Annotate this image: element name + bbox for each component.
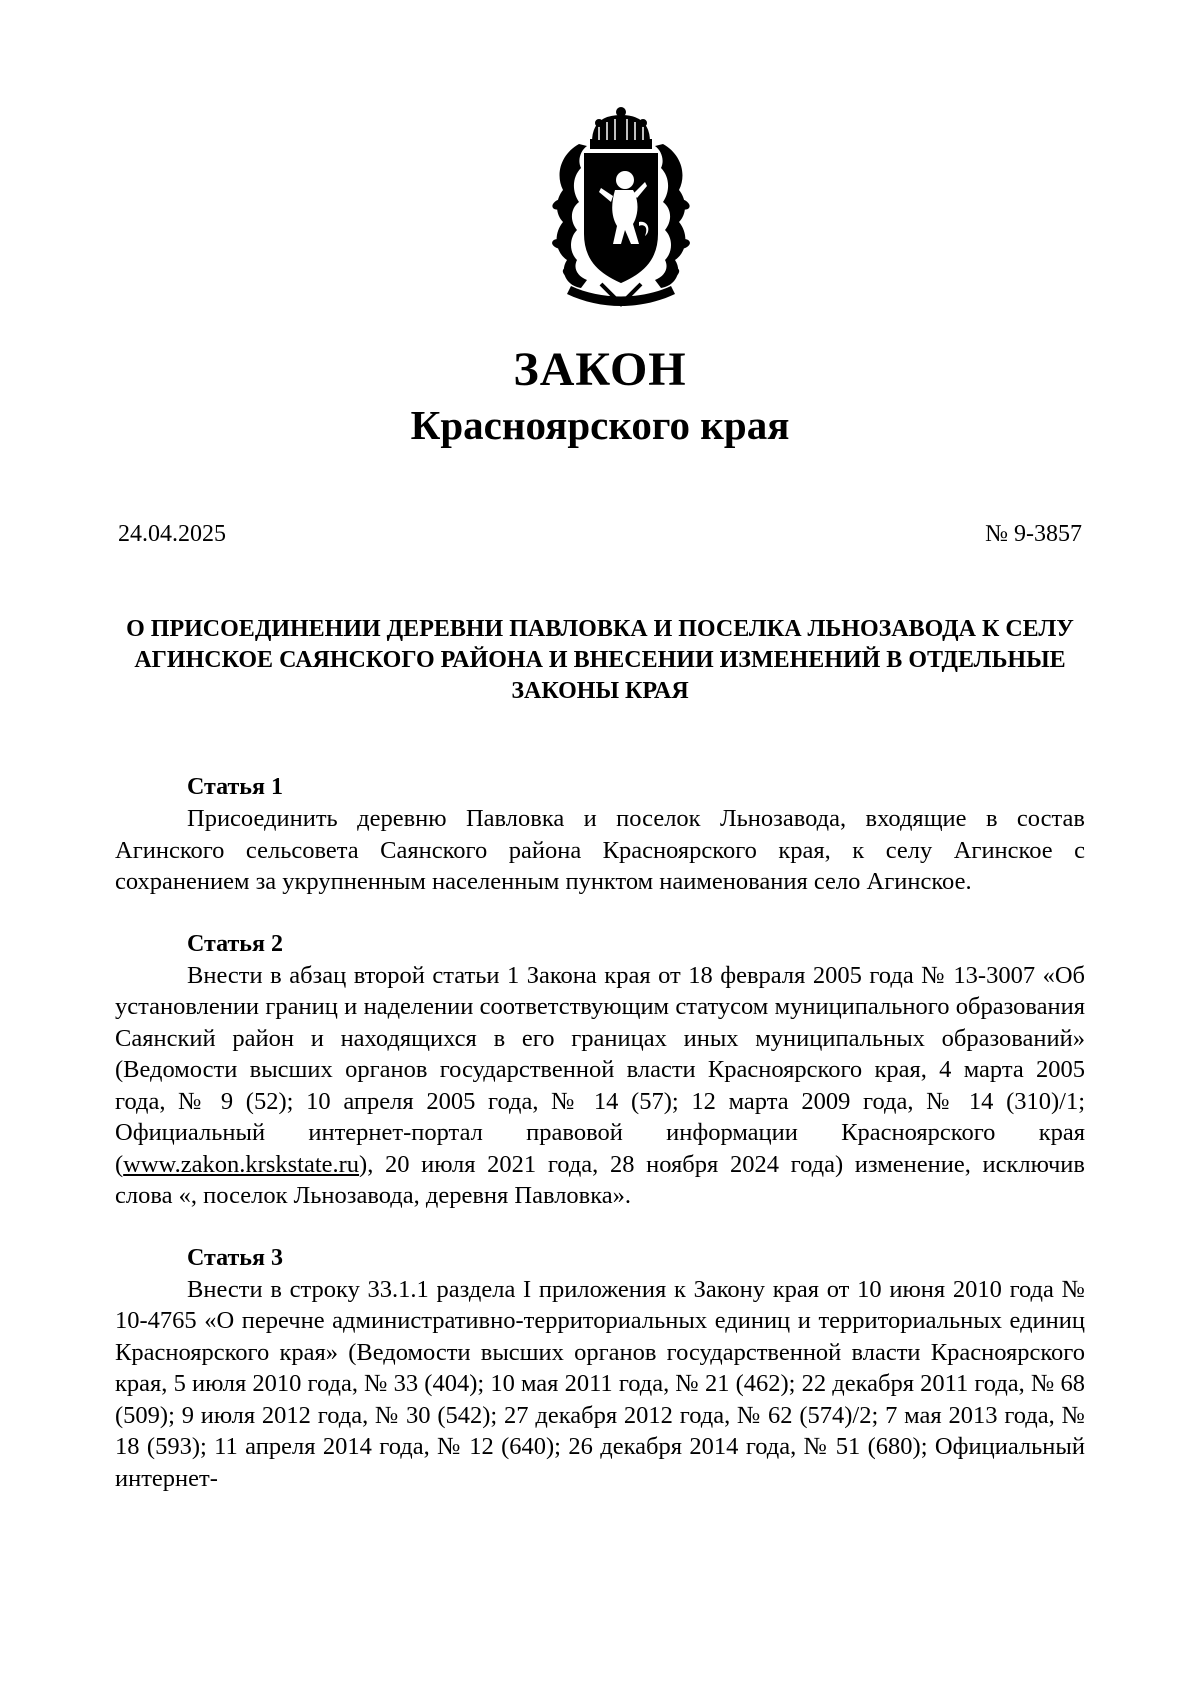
- document-title: ЗАКОН: [513, 343, 687, 396]
- krasnoyarsk-coat-of-arms-icon: [541, 104, 701, 314]
- document-subtitle: Красноярского края: [410, 402, 790, 448]
- article-2: [115, 929, 1085, 1212]
- document-date: 24.04.2025: [118, 521, 226, 547]
- article-text-part: ), 20 июля 2021 года, 28 ноября 2024 года) изменение, исключив слова «, поселок Льнозавода, деревня Павловка».: [115, 1150, 1085, 1209]
- article-text-part: Внести в абзац второй статьи 1 Закона края от 18 февраля 2005 года № 13-3007 «Об установлении границ и наделении соответствующим статусом муниципального образования Саянский район и находящихся в его границах иных муниципальных образований» (Ведомости высших органов государственной власти Красноярского края, 4 марта 2005 года, № 9 (52); 10 апреля 2005 года, № 14 (57); 12 марта 2009 года, № 14 (310)/1; Официальный интернет-портал правовой информации Красноярского края (: [115, 961, 1085, 1178]
- article-text: [115, 960, 1085, 1212]
- article-text: Внести в строку 33.1.1 раздела I приложения к Закону края от 10 июня 2010 года № 10-4765 «О перечне административно-территориальных единиц и территориальных единиц Красноярского края» (Ведомости высших органов государственной власти Красноярского края, 5 июля 2010 года, № 33 (404); 10 мая 2011 года, № 21 (462); 22 декабря 2011 года, № 68 (509); 9 июля 2012 года, № 30 (542); 27 декабря 2012 года, № 62 (574)/2; 7 мая 2013 года, № 18 (593); 11 апреля 2014 года, № 12 (640); 26 декабря 2014 года, № 51 (680); Официальный интернет-: [115, 1275, 1085, 1492]
- article-1: [115, 772, 1085, 898]
- law-subject-heading: О ПРИСОЕДИНЕНИИ ДЕРЕВНИ ПАВЛОВКА И ПОСЕЛКА ЛЬНОЗАВОДА К СЕЛУ АГИНСКОЕ САЯНСКОГО РАЙОНА И ВНЕСЕНИИ ИЗМЕНЕНИЙ В ОТДЕЛЬНЫЕ ЗАКОНЫ КРАЯ: [126, 616, 1074, 704]
- article-heading: Статья 2: [187, 930, 283, 957]
- document-number: № 9-3857: [985, 521, 1082, 547]
- article-heading: Статья 3: [187, 1244, 283, 1271]
- article-text: Присоединить деревню Павловка и поселок Льнозавода, входящие в состав Агинского сельсовета Саянского района Красноярского края, к селу Агинское с сохранением за укрупненным населенным пунктом наименования село Агинское.: [115, 805, 1085, 895]
- portal-link[interactable]: www.zakon.krskstate.ru: [123, 1150, 360, 1178]
- document-body: [115, 772, 1085, 1525]
- article-heading: Статья 1: [187, 774, 283, 800]
- article-3: [115, 1243, 1085, 1495]
